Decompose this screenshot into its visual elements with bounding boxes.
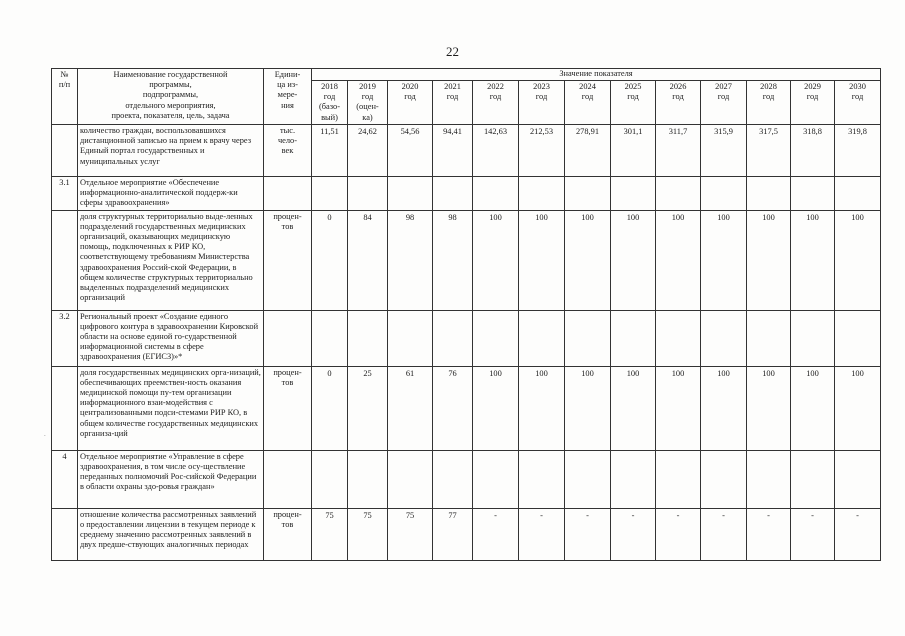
value-cell: 100 <box>791 366 835 450</box>
value-cell <box>519 310 565 366</box>
value-cell: 311,7 <box>656 125 701 177</box>
row-number <box>52 366 78 450</box>
header-year-label: 2025 год <box>624 82 642 102</box>
value-cell: 76 <box>433 366 473 450</box>
value-cell <box>835 310 881 366</box>
header-number-text: № п/п <box>58 70 71 90</box>
value-cell <box>348 310 388 366</box>
value-cell: 100 <box>611 210 656 310</box>
value-cell: - <box>656 508 701 560</box>
value-cell <box>747 177 791 211</box>
row-unit <box>264 177 312 211</box>
value-cell <box>473 310 519 366</box>
header-year-cell <box>348 81 388 125</box>
value-cell: - <box>565 508 611 560</box>
row-unit: процен- тов <box>264 210 312 310</box>
table-row <box>52 177 881 211</box>
value-cell: - <box>701 508 747 560</box>
value-cell <box>565 177 611 211</box>
header-year-label: 2023 год <box>533 82 550 102</box>
value-cell <box>835 450 881 508</box>
header-year-label: 2020 год <box>401 82 419 102</box>
value-cell: 11,51 <box>312 125 348 177</box>
value-cell <box>388 310 433 366</box>
table-row <box>52 125 881 177</box>
value-cell: 100 <box>835 366 881 450</box>
value-cell <box>348 450 388 508</box>
header-year-cell <box>701 81 747 125</box>
header-year-cell <box>565 81 611 125</box>
row-name: Отдельное мероприятие «Обеспечение информационно-аналитической поддерж-ки сферы здравоохранения» <box>78 177 264 211</box>
value-cell: 100 <box>473 210 519 310</box>
value-cell: - <box>519 508 565 560</box>
value-cell: 77 <box>433 508 473 560</box>
value-cell <box>656 310 701 366</box>
value-cell: 100 <box>519 366 565 450</box>
value-cell <box>312 310 348 366</box>
header-year-cell <box>835 81 881 125</box>
table-row <box>52 508 881 560</box>
indicator-table <box>51 68 881 561</box>
value-cell: 212,53 <box>519 125 565 177</box>
value-cell <box>519 177 565 211</box>
value-cell: 100 <box>656 366 701 450</box>
row-name: количество граждан, воспользовавшихся дистанционной записью на прием к врачу через Единый портал государственных и муниципальных услуг <box>78 125 264 177</box>
row-unit: тыс. чело- век <box>264 125 312 177</box>
value-cell: 24,62 <box>348 125 388 177</box>
value-cell <box>433 177 473 211</box>
value-cell <box>835 177 881 211</box>
value-cell: 61 <box>388 366 433 450</box>
table-row <box>52 366 881 450</box>
header-year-cell <box>312 81 348 125</box>
value-cell <box>701 450 747 508</box>
row-unit <box>264 450 312 508</box>
value-cell: - <box>835 508 881 560</box>
value-cell <box>473 450 519 508</box>
value-cell: 98 <box>433 210 473 310</box>
value-cell: 100 <box>565 366 611 450</box>
value-cell: - <box>611 508 656 560</box>
value-cell <box>701 310 747 366</box>
row-number <box>52 125 78 177</box>
value-cell <box>611 450 656 508</box>
value-cell <box>791 310 835 366</box>
value-cell <box>565 310 611 366</box>
header-year-cell <box>656 81 701 125</box>
value-cell: 100 <box>519 210 565 310</box>
value-cell: 100 <box>611 366 656 450</box>
value-cell: 301,1 <box>611 125 656 177</box>
header-values <box>312 69 881 81</box>
header-year-label: 2030 год <box>849 82 866 102</box>
value-cell <box>388 450 433 508</box>
value-cell: 100 <box>835 210 881 310</box>
value-cell <box>791 177 835 211</box>
value-cell: 84 <box>348 210 388 310</box>
row-number <box>52 508 78 560</box>
row-unit: процен- тов <box>264 508 312 560</box>
header-year-cell <box>433 81 473 125</box>
table-row <box>52 210 881 310</box>
header-year-label: 2018 год (базо- вый) <box>318 82 340 122</box>
row-number <box>52 210 78 310</box>
value-cell: 75 <box>388 508 433 560</box>
value-cell <box>433 450 473 508</box>
value-cell <box>611 310 656 366</box>
value-cell: - <box>747 508 791 560</box>
row-number: 4 <box>52 450 78 508</box>
value-cell: 0 <box>312 366 348 450</box>
value-cell: 100 <box>791 210 835 310</box>
value-cell: 94,41 <box>433 125 473 177</box>
row-unit <box>264 310 312 366</box>
row-name: Региональный проект «Создание единого цифрового контура в здравоохранении Кировской области на основе единой го-сударственной информационной системы в сфере здравоохранения (ЕГИСЗ)»* <box>78 310 264 366</box>
table-row <box>52 310 881 366</box>
value-cell: 319,8 <box>835 125 881 177</box>
header-year-cell <box>791 81 835 125</box>
value-cell <box>747 310 791 366</box>
header-year-cell <box>611 81 656 125</box>
value-cell: 100 <box>701 366 747 450</box>
value-cell: 100 <box>747 210 791 310</box>
value-cell <box>611 177 656 211</box>
value-cell: - <box>473 508 519 560</box>
value-cell: 100 <box>473 366 519 450</box>
value-cell: 318,8 <box>791 125 835 177</box>
header-year-cell <box>388 81 433 125</box>
row-name: доля структурных территориально выде-ленных подразделений государственных медицинских организаций, оказывающих медицинскую помощь, подключенных к РИР КО, соответствующему требованиям Министерства здравоохранения Россий-ской Федерации, в общем количестве структурных территориально выделенных подразделений медицинских организаций <box>78 210 264 310</box>
row-name: Отдельное мероприятие «Управление в сфере здравоохранения, в том числе осу-ществление переданных полномочий Рос-сийской Федерации в области охраны здо-ровья граждан» <box>78 450 264 508</box>
header-year-label: 2026 год <box>669 82 687 102</box>
row-name: доля государственных медицинских орга-низаций, обеспечивающих преемствен-ность оказания медицинской помощи пу-тем организации информационного взаи-модействия с централизованными подси-стемами РИР КО, в общем количестве государственных медицинских организа-ций <box>78 366 264 450</box>
value-cell: 98 <box>388 210 433 310</box>
value-cell <box>791 450 835 508</box>
row-name: отношение количества рассмотренных заявлений о предоставлении лицензии в текущем периоде к среднему значению рассмотренных заявлений в двух предше-ствующих аналогичных периодах <box>78 508 264 560</box>
header-values-text: Значение показателя <box>559 69 633 78</box>
header-year-label: 2029 год <box>804 82 821 102</box>
value-cell: - <box>791 508 835 560</box>
value-cell <box>312 177 348 211</box>
value-cell: 100 <box>565 210 611 310</box>
value-cell <box>656 450 701 508</box>
header-year-label: 2027 год <box>715 82 732 102</box>
scan-dot: . <box>44 430 46 438</box>
value-cell: 75 <box>348 508 388 560</box>
value-cell: 278,91 <box>565 125 611 177</box>
value-cell <box>565 450 611 508</box>
header-unit-text: Едини- ца из- мере- ния <box>274 70 301 110</box>
header-year-label: 2021 год <box>444 82 461 102</box>
value-cell: 25 <box>348 366 388 450</box>
page-number: 22 <box>446 44 459 59</box>
header-year-cell <box>519 81 565 125</box>
table-body <box>52 125 881 561</box>
header-name-text: Наименование государственной программы, подпрограммы, отдельного мероприятия, проекта, показателя, цель, задача <box>111 70 230 120</box>
value-cell: 100 <box>747 366 791 450</box>
header-year-label: 2024 год <box>579 82 596 102</box>
value-cell: 0 <box>312 210 348 310</box>
value-cell <box>656 177 701 211</box>
header-year-cell <box>473 81 519 125</box>
table-row <box>52 450 881 508</box>
value-cell: 142,63 <box>473 125 519 177</box>
value-cell: 100 <box>656 210 701 310</box>
value-cell <box>312 450 348 508</box>
header-year-label: 2028 год <box>760 82 777 102</box>
value-cell <box>348 177 388 211</box>
value-cell <box>388 177 433 211</box>
header-number <box>52 69 78 125</box>
header-row <box>52 69 881 81</box>
value-cell: 75 <box>312 508 348 560</box>
header-year-label: 2019 год (оцен- ка) <box>356 82 379 122</box>
header-year-cell <box>747 81 791 125</box>
row-number: 3.1 <box>52 177 78 211</box>
row-unit: процен- тов <box>264 366 312 450</box>
value-cell <box>701 177 747 211</box>
value-cell <box>519 450 565 508</box>
header-name <box>78 69 264 125</box>
value-cell: 317,5 <box>747 125 791 177</box>
value-cell <box>473 177 519 211</box>
header-year-label: 2022 год <box>487 82 504 102</box>
value-cell <box>747 450 791 508</box>
header-unit <box>264 69 312 125</box>
value-cell: 315,9 <box>701 125 747 177</box>
value-cell: 54,56 <box>388 125 433 177</box>
row-number: 3.2 <box>52 310 78 366</box>
value-cell <box>433 310 473 366</box>
value-cell: 100 <box>701 210 747 310</box>
